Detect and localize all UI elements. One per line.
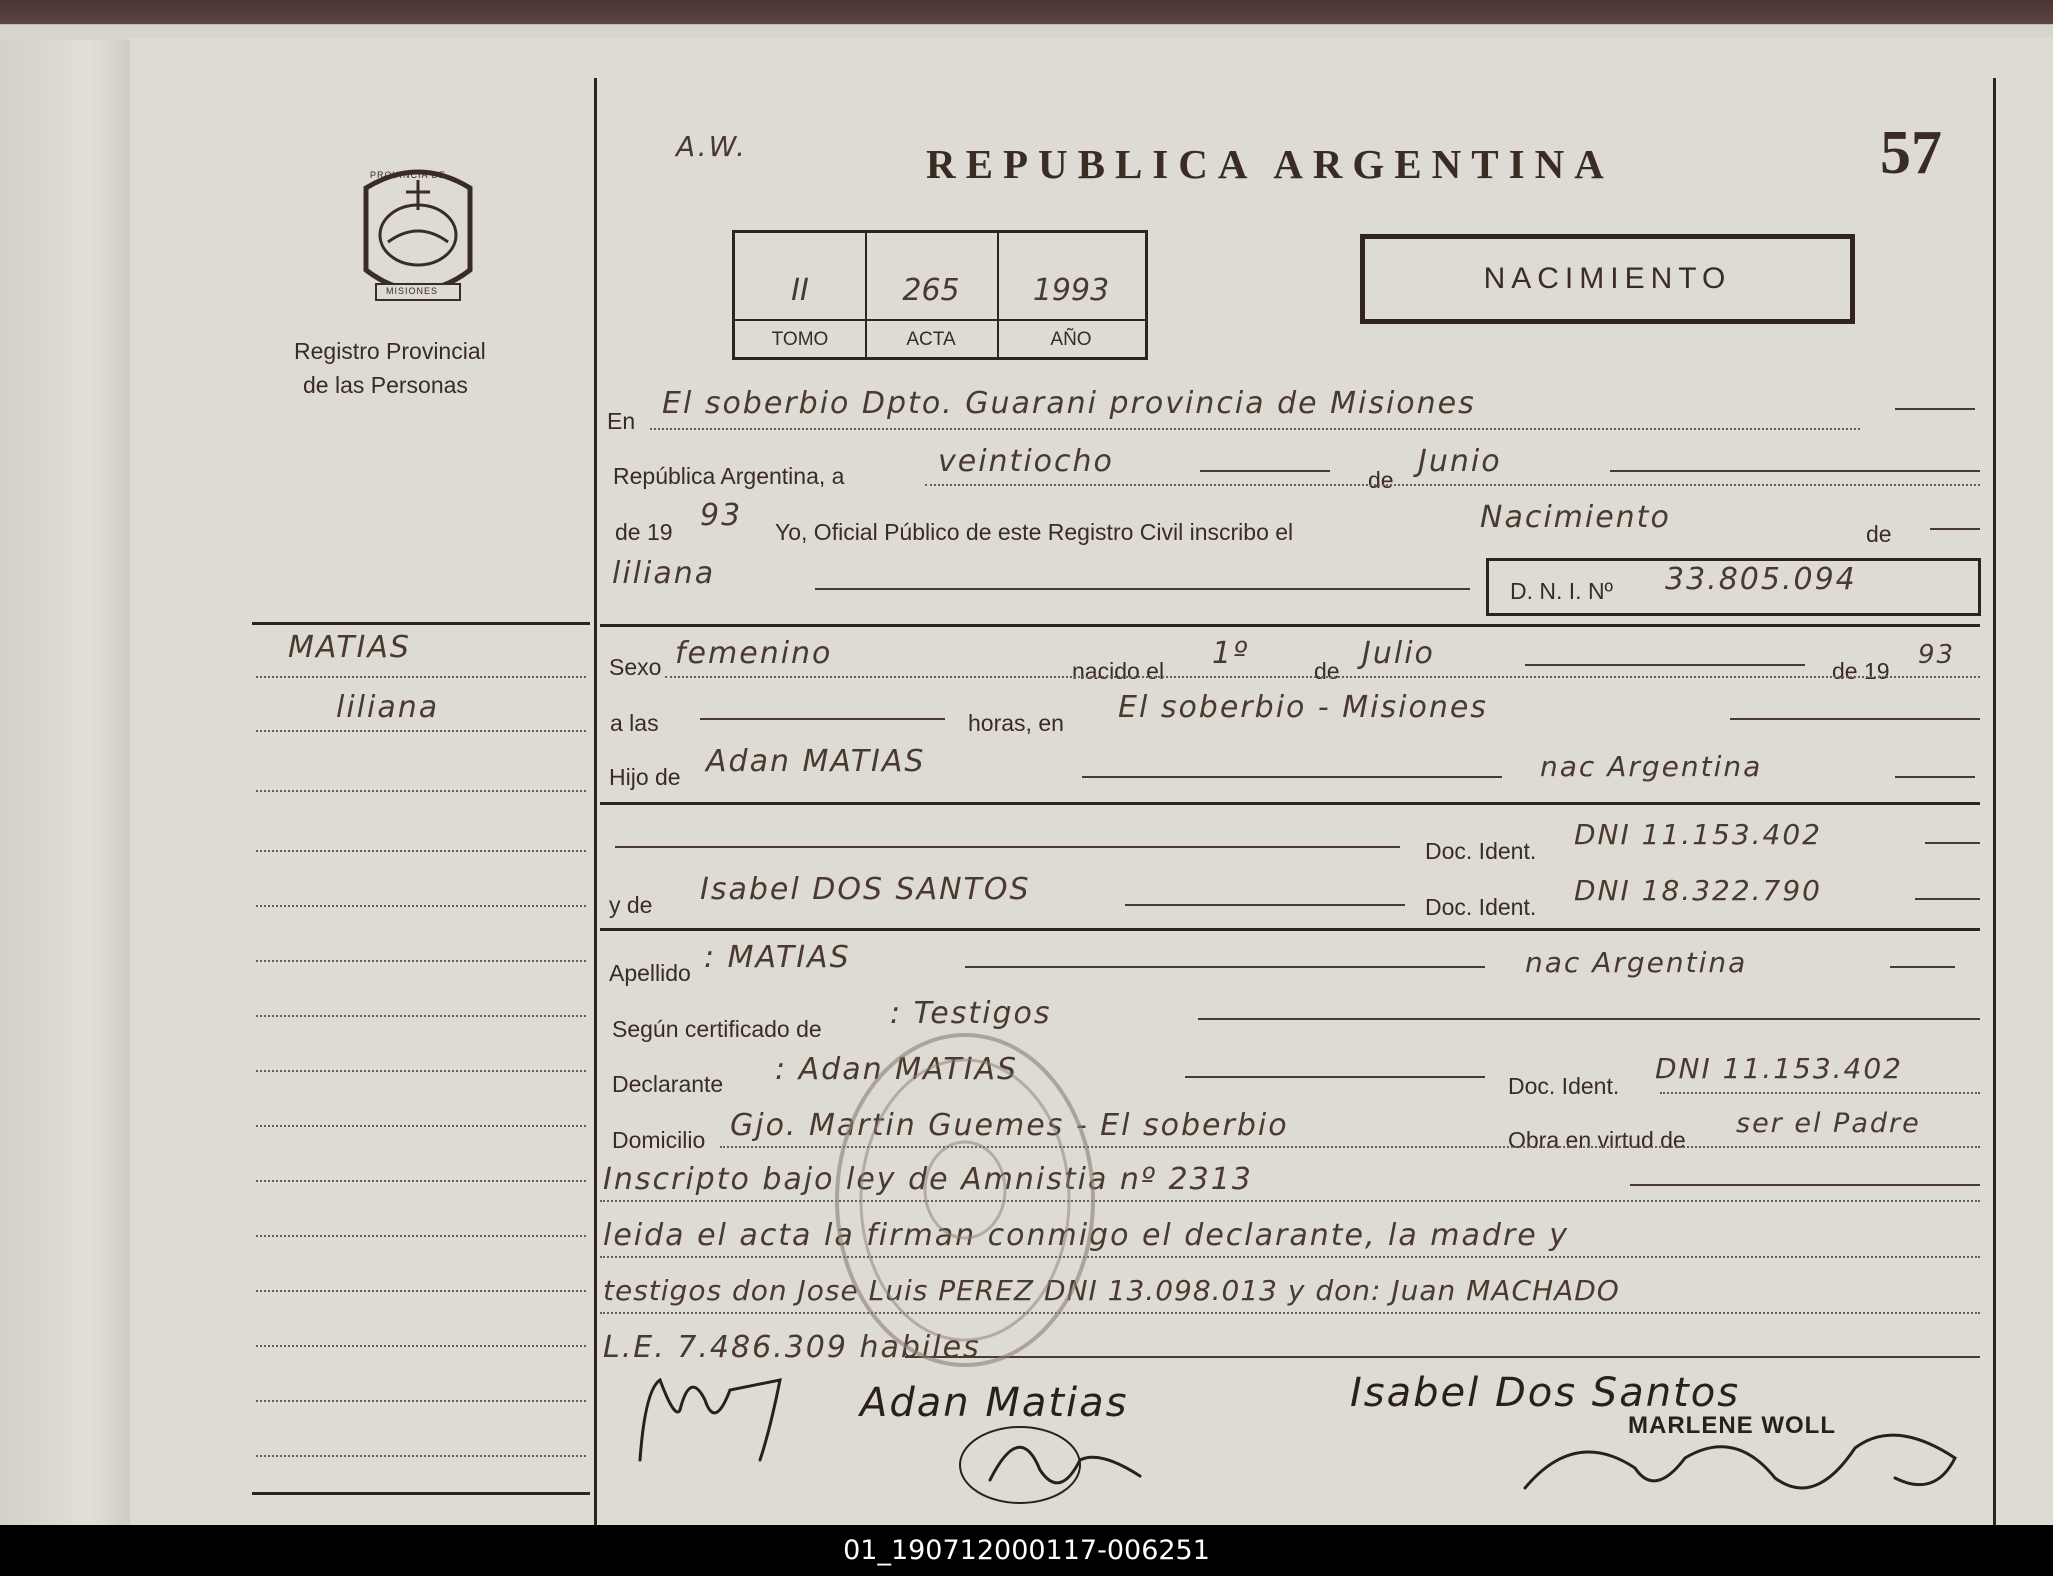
observacion-testigos: testigos don Jose Luis PEREZ DNI 13.098.013 y don: Juan MACHADO [603,1274,1620,1307]
acta-cell [865,233,999,357]
column-divider [594,78,597,1525]
horas-label: horas, en [968,710,1064,736]
yde-label: y de [609,892,653,918]
dotted-line [600,1200,1980,1202]
dni-value: 33.805.094 [1665,562,1857,597]
section-rule [600,802,1980,805]
dash-line [1925,842,1980,844]
nacido-anio: 93 [1918,640,1956,670]
dash-line [1610,470,1980,472]
dotted-line [600,1312,1980,1314]
acto-value: Nacimiento [1480,500,1671,535]
dash-line [1185,1076,1485,1078]
oficial-signature-icon [1515,1408,1970,1523]
handwritten-note: A.W. [676,130,747,163]
seal-text-top: PROVINCIA DE [370,170,447,180]
sexo-label: Sexo [609,654,662,680]
margin-dotted-line [256,1125,586,1127]
acta-label: ACTA [906,329,956,350]
margin-dotted-line [256,960,586,962]
obra-value: ser el Padre [1736,1108,1921,1139]
domicilio-label: Domicilio [612,1127,706,1153]
section-rule [600,624,1980,627]
mes-value: Junio [1418,444,1502,479]
padre-nacionalidad: nac Argentina [1540,750,1763,783]
obra-label: Obra en virtud de [1508,1127,1686,1153]
dotted-line [650,428,1860,430]
dash-line [815,588,1470,590]
republica-label: República Argentina, a [613,463,845,489]
dash-line [1198,1018,1980,1020]
margin-dotted-line [256,1070,586,1072]
dash-line [1525,664,1805,666]
de-label: de [1368,467,1394,493]
margin-dotted-line [256,1235,586,1237]
oficial-signature-icon [620,1350,840,1475]
nacido-de19-label: de 19 [1832,658,1890,684]
declarante-doc-label: Doc. Ident. [1508,1073,1620,1099]
page-title: REPUBLICA ARGENTINA [926,141,1614,187]
registry-name-line1: Registro Provincial [294,338,486,364]
anio-label: AÑO [1050,329,1092,350]
margin-given-name: liliana [336,690,440,725]
margin-dotted-line [256,1455,586,1457]
dotted-line [925,484,1980,486]
domicilio-value: Gjo. Martin Guemes - El soberbio [730,1108,1289,1143]
de19-label: de 19 [615,519,673,545]
tomo-value: II [791,273,809,308]
dash-line [700,718,945,720]
segun-value: : Testigos [890,996,1052,1031]
margin-dotted-line [256,1290,586,1292]
left-page [0,40,130,1525]
hijo-label: Hijo de [609,764,681,790]
signature-declarante: Adan Matias [860,1380,1129,1426]
apellido-label: Apellido [609,960,691,986]
dash-line [1890,966,1955,968]
oficial-stamp-name: MARLENE WOLL [1628,1412,1836,1439]
page-number: 57 [1880,119,1942,187]
declarante-doc-value: DNI 11.153.402 [1655,1052,1903,1085]
margin-dotted-line [256,1345,586,1347]
nacido-mes: Julio [1362,636,1435,671]
margin-surname: MATIAS [288,630,411,665]
de-label-2: de [1866,521,1892,547]
section-rule [600,928,1980,931]
apellido-nacionalidad: nac Argentina [1525,946,1748,979]
margin-dotted-line [256,730,586,732]
dash-line [1730,718,1980,720]
margin-top-rule [252,622,590,625]
segun-label: Según certificado de [612,1016,822,1042]
dotted-line [1660,1092,1980,1094]
madre-value: Isabel DOS SANTOS [700,872,1031,907]
tomo-cell [735,233,867,357]
dash-line [1200,470,1330,472]
tomo-label: TOMO [771,329,829,350]
dotted-line [665,676,1980,678]
en-label: En [607,408,636,434]
padre-doc-value: DNI 11.153.402 [1574,818,1822,851]
dash-line [1895,408,1975,410]
register-table [732,230,1148,360]
sexo-value: femenino [675,636,833,671]
table-divider [735,319,1145,321]
dash-line [1895,776,1975,778]
nacido-dia: 1º [1212,636,1250,671]
margin-dotted-line [256,905,586,907]
nacido-label: nacido el [1072,658,1165,684]
margin-dotted-line [256,790,586,792]
alas-label: a las [610,710,659,736]
anio-acta-value: 93 [700,498,743,533]
observacion-inscripto: Inscripto bajo ley de Amnistia nº 2313 [603,1162,1253,1197]
signature-madre: Isabel Dos Santos [1350,1370,1741,1416]
margin-dotted-line [256,1015,586,1017]
lugar-inscripcion: El soberbio Dpto. Guarani provincia de Misiones [662,386,1476,421]
margin-bottom-rule [252,1492,590,1495]
acta-value: 265 [902,273,960,308]
dash-line [965,966,1485,968]
lugar-nacimiento: El soberbio - Misiones [1118,690,1488,725]
madre-doc-label: Doc. Ident. [1425,894,1537,920]
apellido-value: : MATIAS [704,940,851,975]
registry-name-line2: de las Personas [303,372,468,398]
dash-line [615,846,1400,848]
page-right-border [1993,78,1996,1525]
dotted-line [600,1256,1980,1258]
dash-line [1915,898,1980,900]
dash-line [1630,1184,1980,1186]
witness-signature-icon [950,1410,1150,1520]
nacido-de-label: de [1314,658,1340,684]
padre-doc-label: Doc. Ident. [1425,838,1537,864]
oficial-label: Yo, Oficial Público de este Registro Civil inscribo el [775,519,1294,545]
official-stamp-icon [820,1020,1110,1380]
padre-value: Adan MATIAS [706,744,926,779]
observacion-leida: leida el acta la firman conmigo el declarante, la madre y [603,1218,1570,1253]
dia-value: veintiocho [938,444,1114,479]
book-edge [0,0,2053,40]
observacion-le: L.E. 7.486.309 habiles [603,1330,981,1365]
anio-cell [997,233,1145,357]
dash-line [1082,776,1502,778]
dash-line [1930,528,1980,530]
margin-dotted-line [256,1180,586,1182]
margin-dotted-line [256,676,586,678]
madre-doc-value: DNI 18.322.790 [1574,874,1822,907]
margin-dotted-line [256,850,586,852]
seal-text-bottom: MISIONES [386,286,439,296]
image-id-caption: 01_190712000117-006251 [0,1525,2053,1576]
declarante-label: Declarante [612,1071,724,1097]
declarante-value: : Adan MATIAS [775,1052,1019,1087]
record-type-box: NACIMIENTO [1360,234,1855,324]
anio-value: 1993 [1032,273,1110,308]
dni-label: D. N. I. Nº [1510,578,1613,604]
nombre-value: liliana [612,556,716,591]
margin-dotted-line [256,1400,586,1402]
dash-line [1125,904,1405,906]
